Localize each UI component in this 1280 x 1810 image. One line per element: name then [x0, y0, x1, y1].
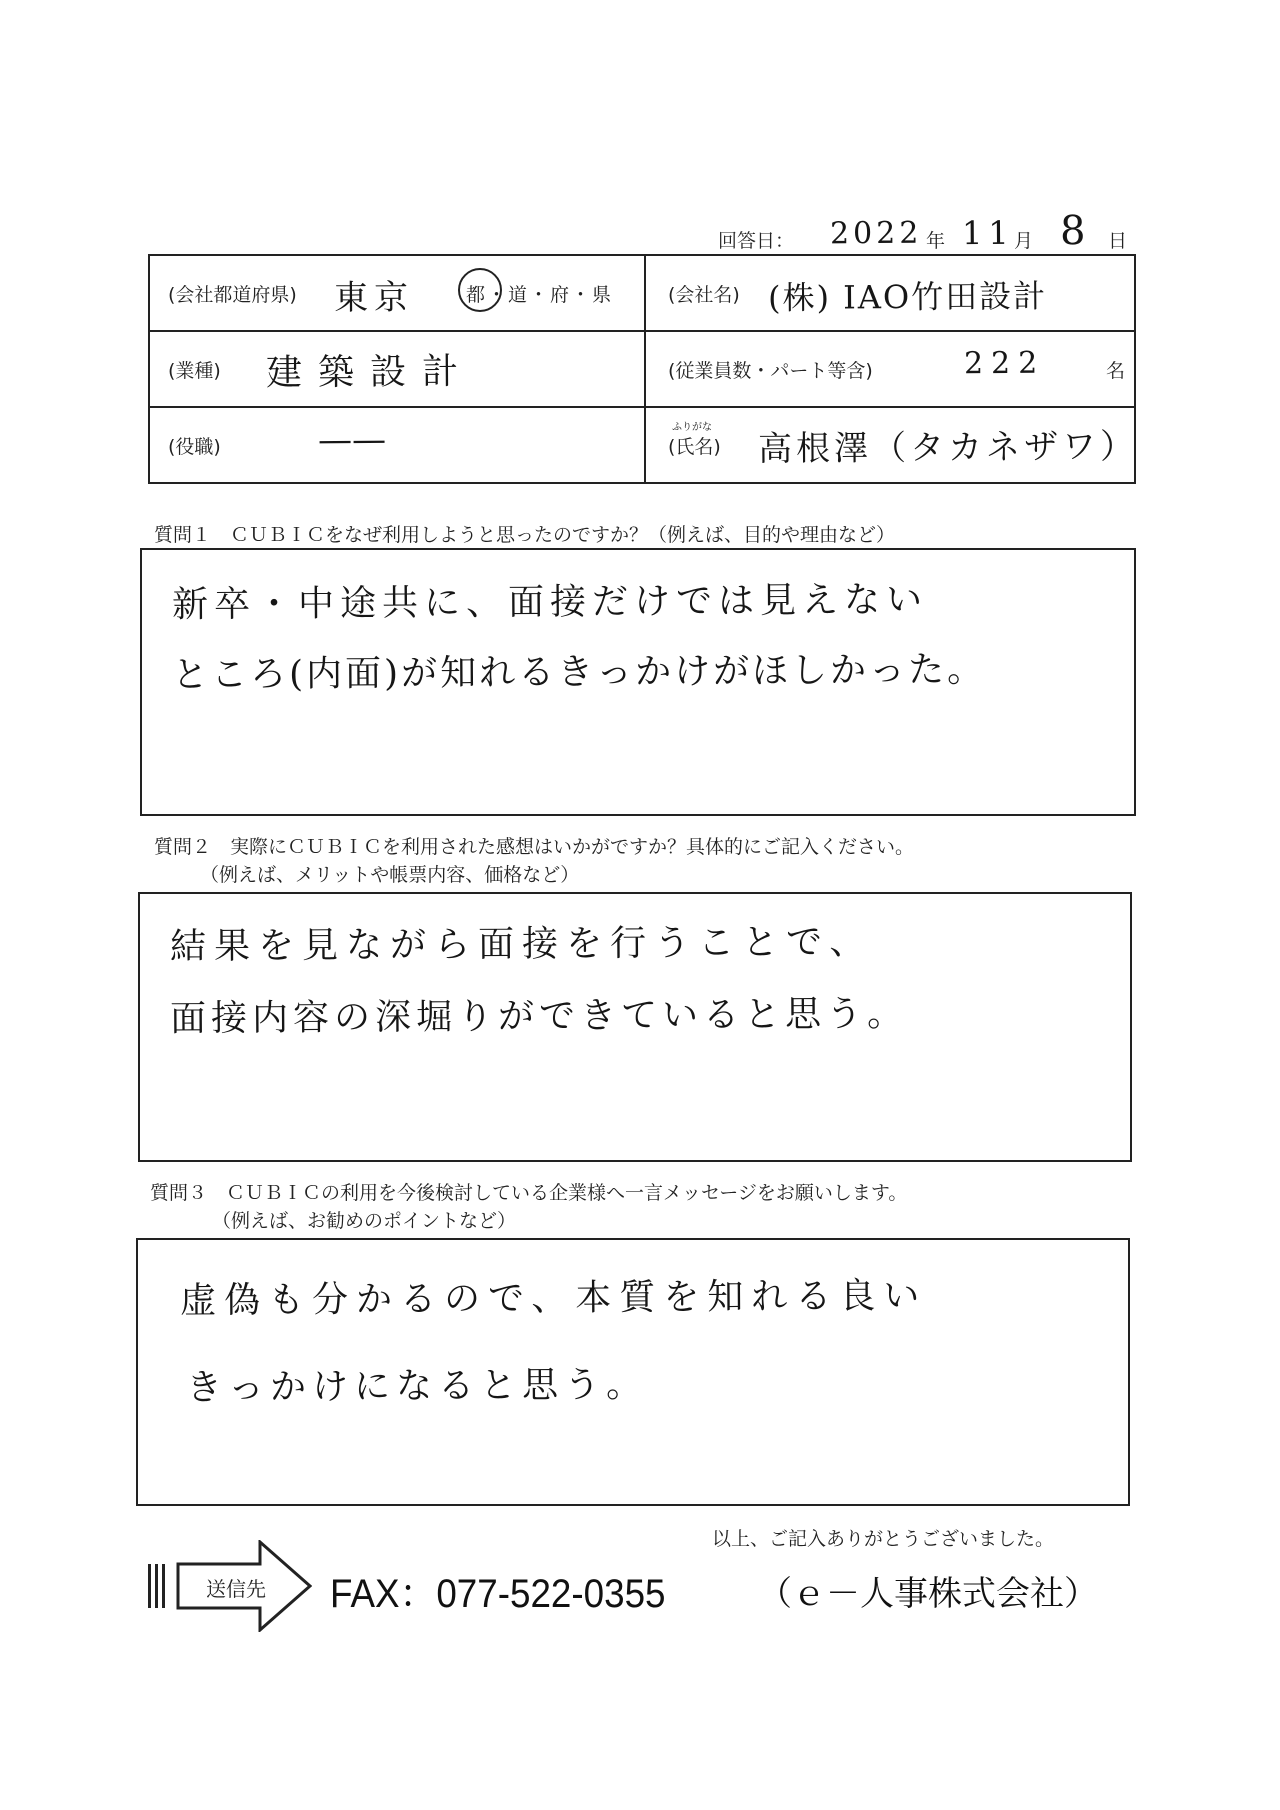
name-label: (氏名): [668, 436, 721, 458]
info-table-row-divider-1: [148, 330, 1136, 332]
question-2-sublabel: （例えば、メリットや帳票内容、価格など）: [200, 864, 580, 886]
furigana-label: ふりがな: [672, 422, 712, 433]
info-table-divider: [644, 254, 646, 484]
answer-date-month-unit: 月: [1014, 230, 1034, 252]
question-1-label: 質問１ ＣＵＢＩＣをなぜ利用しようと思ったのですか？（例えば、目的や理由など）: [154, 524, 896, 546]
send-to-label: 送信先: [206, 1577, 266, 1601]
question-1-answer-line-2: ところ(内面)が知れるきっかけがほしかった。: [171, 649, 987, 696]
prefecture-label: (会社都道府県): [168, 284, 297, 306]
answer-date-month: 11: [961, 213, 1015, 253]
position-value: ——: [317, 419, 387, 461]
employees-label: (従業員数・パート等含): [668, 360, 873, 382]
position-label: (役職): [168, 436, 221, 458]
question-2-label: 質問２ 実際にＣＵＢＩＣを利用された感想はいかがですか？具体的にご記入ください。: [154, 836, 915, 858]
answer-date-day-unit: 日: [1108, 230, 1128, 252]
info-table-row-divider-2: [148, 406, 1136, 408]
send-to-marker-bars: [148, 1564, 170, 1608]
answer-date-label: 回答日：: [718, 230, 795, 252]
question-3-sublabel: （例えば、お勧めのポイントなど）: [212, 1210, 517, 1232]
company-value: (株) IAO竹田設計: [767, 277, 1048, 317]
name-value: 高根澤（タカネザワ）: [757, 426, 1139, 470]
question-1-answer-line-1: 新卒・中途共に、面接だけでは見えない: [171, 579, 929, 626]
fax-company: （ｅ－人事株式会社）: [758, 1574, 1098, 1614]
employees-unit: 名: [1106, 360, 1126, 382]
employees-value: 222: [963, 345, 1046, 382]
closing-message: 以上、ご記入ありがとうございました。: [712, 1528, 1055, 1550]
company-label: (会社名): [668, 284, 740, 306]
question-2-answer-line-2: 面接内容の深堀りができていると思う。: [169, 993, 909, 1040]
answer-date-year-unit: 年: [926, 230, 946, 252]
answer-date-year: 2022: [829, 215, 923, 252]
question-3-answer-line-1: 虚偽も分かるので、本質を知れる良い: [179, 1275, 928, 1322]
question-3-answer-line-2: きっかけになると思う。: [185, 1364, 649, 1409]
question-3-label: 質問３ ＣＵＢＩＣの利用を今後検討している企業様へ一言メッセージをお願いします。: [150, 1182, 908, 1204]
question-2-answer-line-1: 結果を見ながら面接を行うことで、: [169, 921, 874, 968]
industry-value: 建築設計: [265, 351, 475, 394]
fax-number: FAX：077-522-0355: [330, 1572, 666, 1616]
prefecture-value: 東京: [333, 277, 415, 319]
prefecture-options: 都・道・府・県: [466, 284, 614, 306]
answer-date-day: 8: [1059, 207, 1092, 255]
industry-label: (業種): [168, 360, 221, 382]
